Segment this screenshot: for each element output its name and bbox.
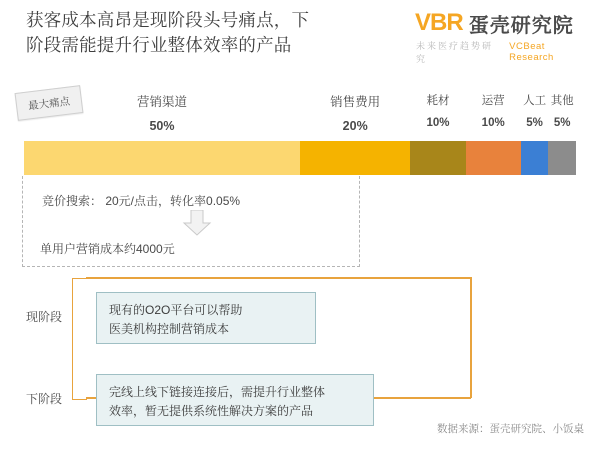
- logo-letter-v: V: [415, 9, 431, 36]
- segment-label-5: 其他 5%: [550, 95, 574, 129]
- bar-segment-4: [521, 141, 549, 175]
- logo-chinese-name: 蛋壳研究院: [468, 14, 574, 37]
- bar-segment-3: [466, 141, 521, 175]
- logo-subtitle-en: VCBeat Research: [509, 41, 554, 63]
- stacked-bar-chart: [24, 141, 576, 175]
- stage-label-next: 下阶段: [26, 392, 63, 406]
- logo-letter-r: R: [446, 9, 463, 36]
- logo-letter-b: B: [430, 9, 447, 36]
- segment-label-2: 耗材 10%: [426, 95, 450, 129]
- stage-text-current: 现有的O2O平台可以帮助 医美机构控制营销成本: [109, 303, 243, 336]
- bar-segment-0: [24, 141, 300, 175]
- title-line-1: 获客成本高昂是现阶段头号痛点，下: [26, 10, 310, 30]
- segment-label-1: 销售费用 20%: [330, 95, 381, 133]
- status-badge-label: 最大痛点: [27, 94, 71, 113]
- down-arrow-icon: [182, 210, 212, 236]
- stage-box-current: [96, 292, 316, 344]
- page-title: [26, 8, 446, 58]
- cost-detail-line-1: 竞价搜索： 20元/点击，转化率0.05%: [42, 194, 241, 208]
- stage-bracket-top-line: [86, 277, 471, 279]
- stage-bracket-right-line: [470, 277, 472, 398]
- bar-segment-5: [548, 141, 576, 175]
- stage-label-current: 现阶段: [26, 310, 63, 324]
- bar-segment-labels: [24, 92, 592, 140]
- stage-box-next: [96, 374, 374, 426]
- brand-logo: [415, 8, 590, 64]
- segment-label-0: 营销渠道 50%: [136, 95, 187, 133]
- segment-label-4: 人工 5%: [523, 95, 547, 129]
- cost-detail-line-2: 单用户营销成本约4000元: [40, 242, 175, 256]
- bar-segment-2: [410, 141, 465, 175]
- segment-label-3: 运营 10%: [481, 95, 505, 129]
- stage-bracket: [72, 278, 87, 400]
- source-note: 数据来源：蛋壳研究院、小饭桌: [437, 423, 584, 435]
- stage-text-next: 完线上线下链接连接后，需提升行业整体 效率，暂无提供系统性解决方案的产品: [109, 385, 326, 418]
- title-line-2: 阶段需能提升行业整体效率的产品: [26, 35, 292, 55]
- logo-subtitle-cn: 未来医疗趋势研究: [416, 41, 494, 64]
- bar-segment-1: [300, 141, 410, 175]
